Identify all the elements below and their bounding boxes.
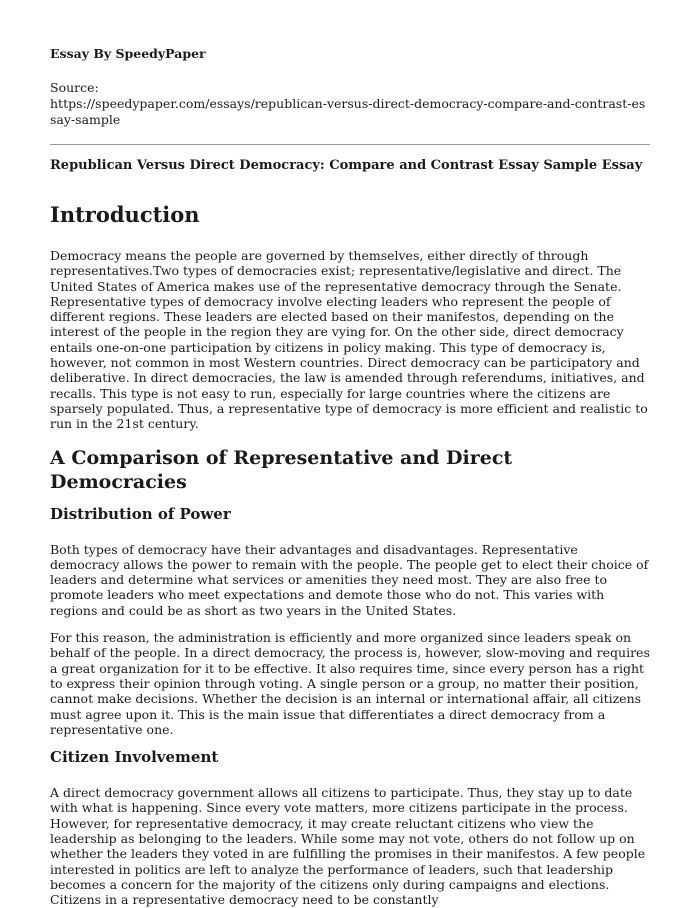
paragraph-introduction: Democracy means the people are governed by themselves, either directly of through representatives.Two types of democracies exist; representative/legislative and direct. The United States of America makes use of the representative democracy through the Senate. Representative types of democracy involve electing leaders who represent the people of different regions. These leaders are elected based on their manifestos, depending on the interest of the people in the region they are vying for. On the other side, direct democracy entails one-on-one participation by citizens in policy making. This type of democracy is, however, not common in most Western countries. Direct democracy can be participatory and deliberative. In direct democracies, the law is amended through referendums, initiatives, and recalls. This type is not easy to run, especially for large countries where the citizens are sparsely populated. Thus, a representative type of democracy is more efficient and realistic to run in the 21st century. <box>50 248 648 432</box>
divider <box>50 144 650 145</box>
heading-citizen-involvement: Citizen Involvement <box>50 748 219 767</box>
source-url[interactable]: https://speedypaper.com/essays/republican-versus-direct-democracy-compare-and-contrast-essay-sample <box>50 96 646 127</box>
source-label: Source: <box>50 80 99 95</box>
brand-line: Essay By SpeedyPaper <box>50 46 206 61</box>
document-title: Republican Versus Direct Democracy: Compare and Contrast Essay Sample Essay <box>50 158 643 173</box>
paragraph-distribution-2: For this reason, the administration is efficiently and more organized since leaders speak on behalf of the people. In a direct democracy, the process is, however, slow-moving and requires a great organization for it to be effective. It also requires time, since every person has a right to express their opinion through voting. A single person or a group, no matter their position, cannot make decisions. Whether the decision is an internal or international affair, all citizens must agree upon it. This is the main issue that differentiates a direct democracy from a representative one. <box>50 630 650 737</box>
heading-distribution-of-power: Distribution of Power <box>50 504 231 523</box>
heading-introduction: Introduction <box>50 202 200 227</box>
paragraph-citizen-1: A direct democracy government allows all citizens to participate. Thus, they stay up to date with what is happening. Since every vote matters, more citizens participate in the process. However, for representative democracy, it may create reluctant citizens who view the leadership as belonging to the leaders. While some may not vote, others do not follow up on whether the leaders they voted in are fulfilling the promises in their manifestos. A few people interested in politics are left to analyze the performance of leaders, such that leadership becomes a concern for the majority of the citizens only during campaigns and elections. Citizens in a representative democracy need to be constantly <box>50 785 646 908</box>
document-page <box>50 0 650 908</box>
paragraph-distribution-1: Both types of democracy have their advantages and disadvantages. Representative democracy allows the power to remain with the people. The people get to elect their choice of leaders and determine what services or amenities they need most. They are also free to promote leaders who meet expectations and demote those who do not. This varies with regions and could be as short as two years in the United States. <box>50 541 649 618</box>
heading-comparison: A Comparison of Representative and Direct Democracies <box>50 446 513 493</box>
